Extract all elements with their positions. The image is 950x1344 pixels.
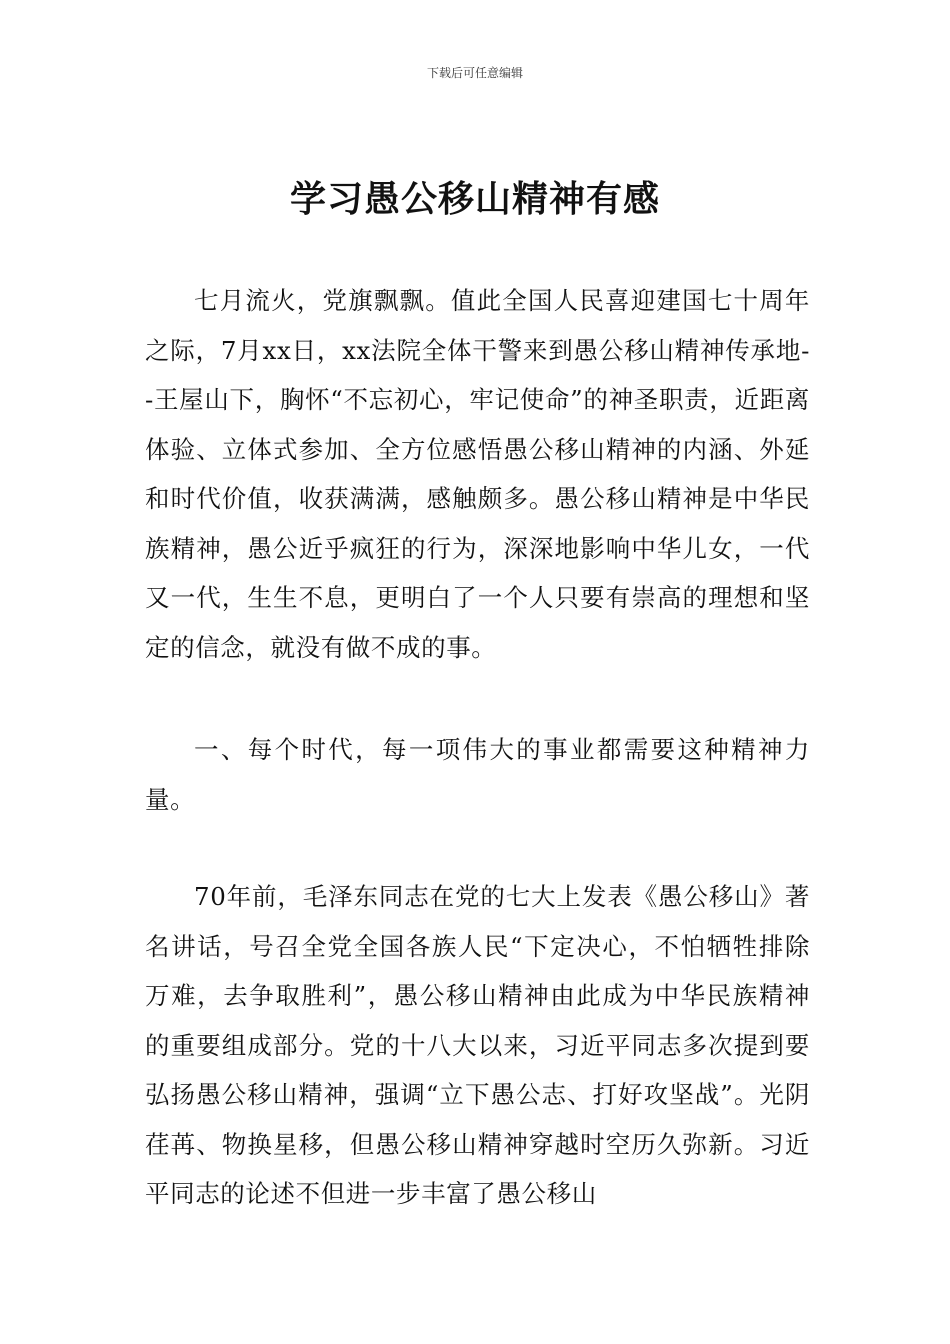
page-header-note: 下载后可任意编辑 bbox=[426, 66, 523, 80]
paragraph-section-heading: 一、每个时代，每一项伟大的事业都需要这种精神力量。 bbox=[145, 735, 810, 814]
paragraph-history: 70年前，毛泽东同志在党的七大上发表《愚公移山》著名讲话，号召全党全国各族人民“下定决心，不怕牺牲排除万难，去争取胜利”，愚公移山精神由此成为中华民族精神的重要组成部分。党的十八大以来，习近平同志多次提到要弘扬愚公移山精神，强调“立下愚公志、打好攻坚战”。光阴荏苒、物换星移，但愚公移山精神穿越时空历久弥新。习近平同志的论述不但进一步丰富了愚公移山 bbox=[145, 882, 810, 1208]
document-title: 学习愚公移山精神有感 bbox=[289, 179, 660, 220]
paragraph-intro: 七月流火，党旗飘飘。值此全国人民喜迎建国七十周年之际，7月xx日，xx法院全体干警来到愚公移山精神传承地--王屋山下，胸怀“不忘初心，牢记使命”的神圣职责，近距离体验、立体式参加、全方位感悟愚公移山精神的内涵、外延和时代价值，收获满满，感触颇多。愚公移山精神是中华民族精神，愚公近乎疯狂的行为，深深地影响中华儿女，一代又一代，生生不息，更明白了一个人只要有崇高的理想和坚定的信念，就没有做不成的事。 bbox=[145, 286, 810, 662]
